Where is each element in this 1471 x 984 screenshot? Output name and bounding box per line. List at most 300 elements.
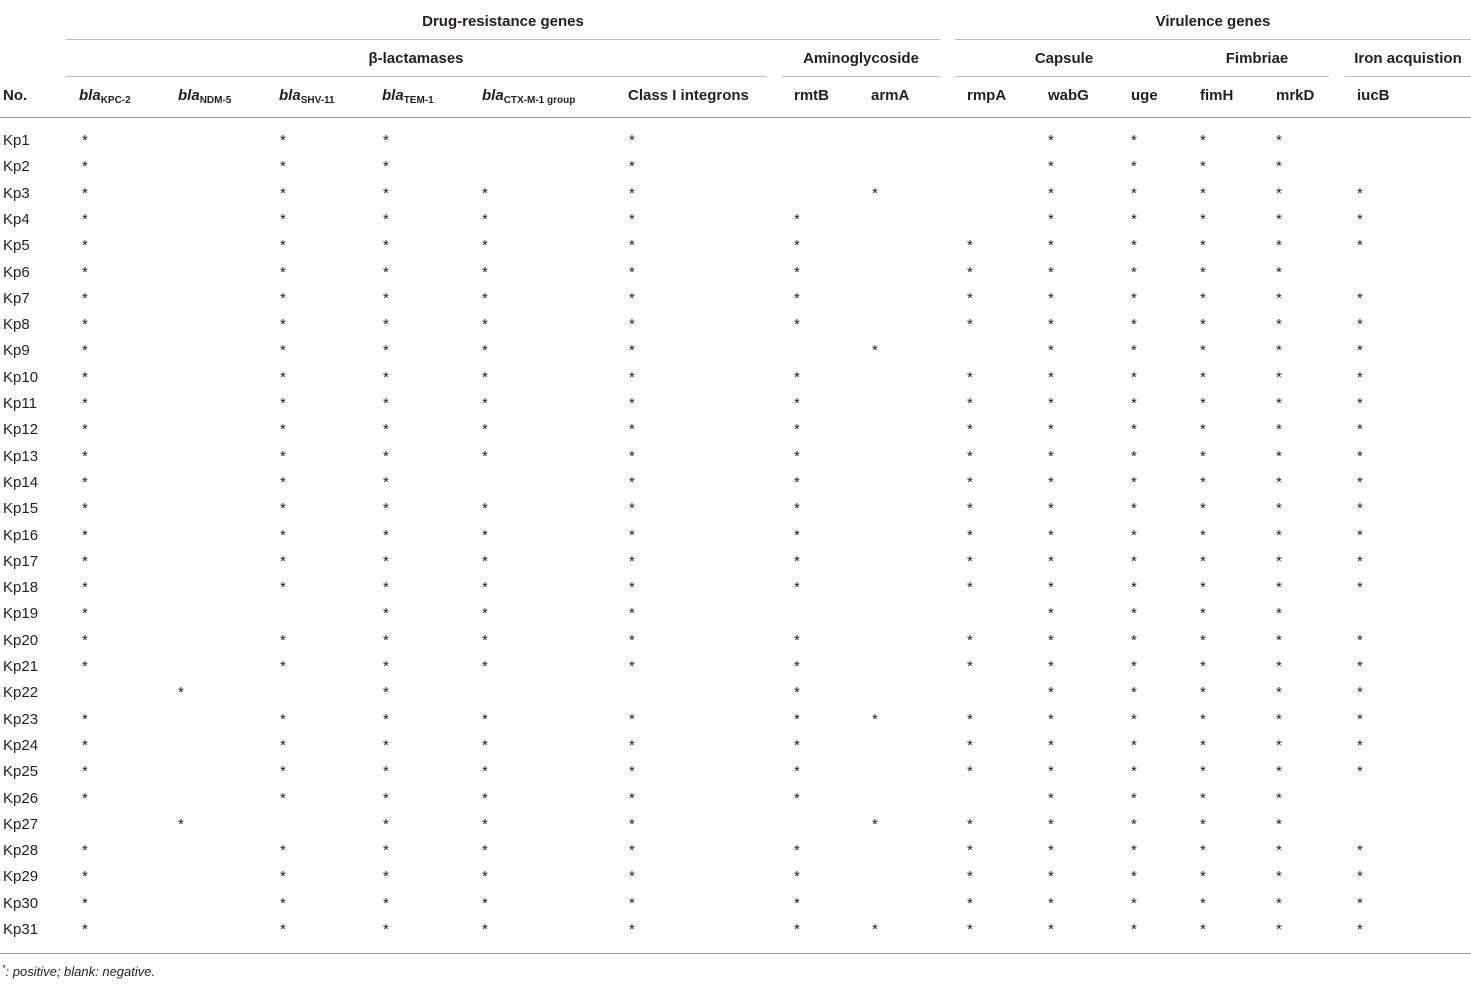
positive-mark: * [1131, 921, 1137, 938]
positive-mark: * [383, 210, 389, 228]
positive-mark: * [1200, 158, 1206, 176]
table-row [0, 391, 1471, 417]
positive-mark: * [967, 447, 973, 465]
positive-mark: * [794, 631, 800, 649]
positive-mark: * [1200, 605, 1206, 623]
positive-mark: * [967, 763, 973, 781]
positive-mark: * [1131, 736, 1137, 754]
positive-mark: * [482, 368, 488, 386]
table-row [0, 759, 1471, 785]
positive-mark: * [794, 579, 800, 597]
positive-mark: * [82, 631, 88, 649]
positive-mark: * [383, 132, 389, 149]
row-id: Kp6 [3, 263, 30, 281]
positive-mark: * [383, 368, 389, 386]
positive-mark: * [82, 316, 88, 334]
positive-mark: * [794, 447, 800, 465]
positive-mark: * [629, 368, 635, 386]
table-row [0, 154, 1471, 180]
positive-mark: * [794, 500, 800, 518]
positive-mark: * [1276, 658, 1282, 675]
positive-mark: * [482, 710, 488, 728]
column-header-class1-integrons: Class I integrons [628, 87, 749, 104]
table-row [0, 733, 1471, 759]
positive-mark: * [1131, 132, 1137, 149]
table-row [0, 628, 1471, 654]
positive-mark: * [280, 395, 286, 412]
column-header-rmpa: rmpA [967, 87, 1007, 104]
positive-mark: * [1357, 631, 1363, 649]
table-row [0, 470, 1471, 496]
positive-mark: * [629, 894, 635, 912]
positive-mark: * [383, 316, 389, 334]
column-header-fimh: fimH [1200, 87, 1234, 104]
positive-mark: * [1048, 526, 1054, 544]
row-id: Kp1 [3, 132, 30, 149]
positive-mark: * [794, 316, 800, 334]
row-id: Kp30 [3, 894, 39, 912]
row-id: Kp11 [3, 395, 37, 412]
positive-mark: * [82, 342, 88, 360]
positive-mark: * [1131, 210, 1137, 228]
table-row [0, 575, 1471, 601]
positive-mark: * [1048, 447, 1054, 465]
positive-mark: * [280, 921, 286, 938]
positive-mark: * [82, 184, 88, 202]
positive-mark: * [1200, 237, 1206, 255]
positive-mark: * [629, 526, 635, 544]
group-header-beta-lactamases: β-lactamases [368, 50, 464, 67]
positive-mark: * [482, 921, 488, 938]
table-row [0, 338, 1471, 364]
positive-mark: * [482, 736, 488, 754]
positive-mark: * [1357, 447, 1363, 465]
positive-mark: * [280, 526, 286, 544]
positive-mark: * [1048, 894, 1054, 912]
positive-mark: * [280, 631, 286, 649]
positive-mark: * [794, 842, 800, 860]
row-id: Kp14 [3, 473, 39, 491]
positive-mark: * [280, 473, 286, 491]
positive-mark: * [280, 447, 286, 465]
positive-mark: * [1276, 237, 1282, 255]
positive-mark: * [967, 368, 973, 386]
positive-mark: * [1200, 815, 1206, 833]
positive-mark: * [82, 763, 88, 781]
positive-mark: * [383, 921, 389, 938]
positive-mark: * [1048, 368, 1054, 386]
positive-mark: * [794, 710, 800, 728]
positive-mark: * [967, 500, 973, 518]
positive-mark: * [1357, 395, 1363, 412]
positive-mark: * [482, 421, 488, 439]
positive-mark: * [1131, 473, 1137, 491]
row-id: Kp3 [3, 184, 30, 202]
positive-mark: * [967, 579, 973, 597]
table-row [0, 444, 1471, 470]
table-row [0, 260, 1471, 286]
positive-mark: * [1131, 237, 1137, 255]
positive-mark: * [967, 289, 973, 307]
positive-mark: * [482, 552, 488, 570]
positive-mark: * [280, 710, 286, 728]
positive-mark: * [1048, 789, 1054, 807]
positive-mark: * [1200, 210, 1206, 228]
positive-mark: * [967, 868, 973, 886]
positive-mark: * [1200, 789, 1206, 807]
positive-mark: * [1357, 210, 1363, 228]
positive-mark: * [1276, 579, 1282, 597]
positive-mark: * [1131, 815, 1137, 833]
positive-mark: * [1276, 263, 1282, 281]
positive-mark: * [1357, 368, 1363, 386]
column-header-bla-kpc2: bla$_{KPC-2}$ [79, 87, 131, 106]
positive-mark: * [794, 395, 800, 412]
positive-mark: * [383, 526, 389, 544]
positive-mark: * [1200, 500, 1206, 518]
group-header-capsule: Capsule [1034, 50, 1094, 67]
positive-mark: * [1131, 868, 1137, 886]
group-rule-iron-acquisition [1345, 76, 1471, 77]
row-id: Kp29 [3, 868, 39, 886]
positive-mark: * [1131, 447, 1137, 465]
positive-mark: * [82, 710, 88, 728]
positive-mark: * [967, 658, 973, 675]
row-id: Kp2 [3, 158, 30, 176]
positive-mark: * [967, 842, 973, 860]
column-header-wabg: wabG [1048, 87, 1089, 104]
positive-mark: * [82, 263, 88, 281]
positive-mark: * [482, 868, 488, 886]
positive-mark: * [280, 894, 286, 912]
positive-mark: * [82, 210, 88, 228]
positive-mark: * [872, 710, 878, 728]
positive-mark: * [82, 552, 88, 570]
table-row [0, 601, 1471, 627]
positive-mark: * [1276, 421, 1282, 439]
positive-mark: * [1276, 868, 1282, 886]
group-rule-aminoglycoside [782, 76, 940, 77]
positive-mark: * [1048, 289, 1054, 307]
positive-mark: * [1276, 132, 1282, 149]
positive-mark: * [1276, 184, 1282, 202]
positive-mark: * [1131, 605, 1137, 623]
positive-mark: * [967, 921, 973, 938]
positive-mark: * [1276, 684, 1282, 702]
positive-mark: * [629, 815, 635, 833]
positive-mark: * [1200, 132, 1206, 149]
positive-mark: * [1200, 184, 1206, 202]
positive-mark: * [1276, 316, 1282, 334]
positive-mark: * [280, 421, 286, 439]
positive-mark: * [280, 658, 286, 675]
positive-mark: * [383, 631, 389, 649]
positive-mark: * [482, 526, 488, 544]
positive-mark: * [383, 789, 389, 807]
positive-mark: * [1276, 552, 1282, 570]
positive-mark: * [1048, 842, 1054, 860]
positive-mark: * [629, 842, 635, 860]
positive-mark: * [383, 658, 389, 675]
positive-mark: * [1276, 447, 1282, 465]
positive-mark: * [82, 658, 88, 675]
positive-mark: * [482, 842, 488, 860]
positive-mark: * [629, 605, 635, 623]
positive-mark: * [967, 894, 973, 912]
positive-mark: * [629, 421, 635, 439]
positive-mark: * [1200, 447, 1206, 465]
positive-mark: * [794, 921, 800, 938]
positive-mark: * [1200, 763, 1206, 781]
positive-mark: * [629, 921, 635, 938]
positive-mark: * [383, 815, 389, 833]
positive-mark: * [629, 316, 635, 334]
positive-mark: * [629, 395, 635, 412]
positive-mark: * [1276, 631, 1282, 649]
positive-mark: * [1048, 763, 1054, 781]
positive-mark: * [482, 289, 488, 307]
positive-mark: * [1357, 342, 1363, 360]
column-header-arma: armA [871, 87, 910, 104]
group-header-iron-acquisition: Iron acquistion [1354, 50, 1462, 67]
positive-mark: * [280, 342, 286, 360]
positive-mark: * [794, 736, 800, 754]
positive-mark: * [967, 736, 973, 754]
positive-mark: * [794, 552, 800, 570]
table-row [0, 654, 1471, 680]
positive-mark: * [1357, 710, 1363, 728]
positive-mark: * [1357, 526, 1363, 544]
positive-mark: * [482, 342, 488, 360]
positive-mark: * [1357, 736, 1363, 754]
positive-mark: * [1048, 684, 1054, 702]
positive-mark: * [383, 552, 389, 570]
positive-mark: * [1131, 316, 1137, 334]
positive-mark: * [1276, 815, 1282, 833]
positive-mark: * [1048, 158, 1054, 176]
positive-mark: * [967, 421, 973, 439]
positive-mark: * [629, 263, 635, 281]
positive-mark: * [1276, 789, 1282, 807]
positive-mark: * [482, 263, 488, 281]
positive-mark: * [82, 421, 88, 439]
positive-mark: * [1200, 552, 1206, 570]
positive-mark: * [1276, 605, 1282, 623]
positive-mark: * [1131, 526, 1137, 544]
positive-mark: * [794, 473, 800, 491]
positive-mark: * [1276, 210, 1282, 228]
positive-mark: * [794, 894, 800, 912]
table-row [0, 707, 1471, 733]
positive-mark: * [1276, 368, 1282, 386]
group-rule-virulence-sub [955, 76, 1329, 77]
positive-mark: * [1276, 500, 1282, 518]
positive-mark: * [1357, 579, 1363, 597]
positive-mark: * [1048, 658, 1054, 675]
row-id: Kp23 [3, 710, 39, 728]
positive-mark: * [82, 921, 88, 938]
positive-mark: * [1357, 184, 1363, 202]
positive-mark: * [1276, 710, 1282, 728]
positive-mark: * [1200, 868, 1206, 886]
positive-mark: * [482, 500, 488, 518]
positive-mark: * [280, 263, 286, 281]
positive-mark: * [794, 289, 800, 307]
positive-mark: * [1131, 158, 1137, 176]
positive-mark: * [629, 132, 635, 149]
row-id: Kp9 [3, 342, 30, 360]
table-row [0, 365, 1471, 391]
table-row [0, 838, 1471, 864]
positive-mark: * [1048, 815, 1054, 833]
positive-mark: * [629, 500, 635, 518]
positive-mark: * [1048, 395, 1054, 412]
positive-mark: * [1357, 421, 1363, 439]
positive-mark: * [967, 631, 973, 649]
positive-mark: * [482, 237, 488, 255]
positive-mark: * [1131, 789, 1137, 807]
positive-mark: * [1200, 289, 1206, 307]
row-id: Kp21 [3, 658, 39, 675]
positive-mark: * [82, 289, 88, 307]
positive-mark: * [383, 684, 389, 702]
positive-mark: * [1048, 473, 1054, 491]
group-rule-beta-lactamases [66, 76, 766, 77]
table-row [0, 786, 1471, 812]
positive-mark: * [872, 815, 878, 833]
table-row [0, 680, 1471, 706]
positive-mark: * [1048, 342, 1054, 360]
positive-mark: * [82, 395, 88, 412]
positive-mark: * [967, 263, 973, 281]
positive-mark: * [629, 210, 635, 228]
group-header-aminoglycoside: Aminoglycoside [803, 50, 919, 67]
positive-mark: * [383, 736, 389, 754]
positive-mark: * [629, 342, 635, 360]
group-header-drug-resistance: Drug-resistance genes [422, 13, 584, 30]
positive-mark: * [82, 473, 88, 491]
table-row [0, 286, 1471, 312]
positive-mark: * [482, 605, 488, 623]
positive-mark: * [1357, 868, 1363, 886]
positive-mark: * [1357, 921, 1363, 938]
positive-mark: * [178, 684, 184, 702]
positive-mark: * [1357, 500, 1363, 518]
positive-mark: * [794, 368, 800, 386]
positive-mark: * [82, 447, 88, 465]
positive-mark: * [1276, 921, 1282, 938]
positive-mark: * [82, 368, 88, 386]
row-id: Kp4 [3, 210, 30, 228]
positive-mark: * [1131, 710, 1137, 728]
positive-mark: * [629, 868, 635, 886]
positive-mark: * [383, 237, 389, 255]
table-footnote: *: positive; blank: negative. [2, 963, 156, 979]
positive-mark: * [280, 368, 286, 386]
positive-mark: * [1048, 710, 1054, 728]
positive-mark: * [482, 763, 488, 781]
positive-mark: * [1276, 289, 1282, 307]
positive-mark: * [1048, 631, 1054, 649]
positive-mark: * [1131, 263, 1137, 281]
positive-mark: * [482, 316, 488, 334]
positive-mark: * [629, 289, 635, 307]
positive-mark: * [1200, 894, 1206, 912]
row-id: Kp13 [3, 447, 39, 465]
positive-mark: * [1131, 763, 1137, 781]
column-header-uge: uge [1131, 87, 1158, 104]
positive-mark: * [1131, 842, 1137, 860]
positive-mark: * [967, 526, 973, 544]
positive-mark: * [1131, 184, 1137, 202]
positive-mark: * [82, 132, 88, 149]
positive-mark: * [1200, 395, 1206, 412]
positive-mark: * [794, 421, 800, 439]
positive-mark: * [794, 684, 800, 702]
table-row [0, 312, 1471, 338]
table-row [0, 496, 1471, 522]
group-header-virulence: Virulence genes [1155, 13, 1271, 30]
positive-mark: * [178, 815, 184, 833]
positive-mark: * [280, 736, 286, 754]
positive-mark: * [1131, 894, 1137, 912]
positive-mark: * [280, 552, 286, 570]
positive-mark: * [280, 184, 286, 202]
positive-mark: * [1048, 184, 1054, 202]
table-row [0, 891, 1471, 917]
positive-mark: * [383, 158, 389, 176]
positive-mark: * [1048, 316, 1054, 334]
positive-mark: * [82, 842, 88, 860]
positive-mark: * [280, 237, 286, 255]
positive-mark: * [1200, 579, 1206, 597]
row-id: Kp5 [3, 237, 30, 255]
positive-mark: * [1357, 894, 1363, 912]
positive-mark: * [383, 395, 389, 412]
row-id: Kp19 [3, 605, 39, 623]
column-header-bla-tem1: bla$_{TEM-1}$ [382, 87, 434, 106]
positive-mark: * [1131, 421, 1137, 439]
positive-mark: * [1276, 894, 1282, 912]
positive-mark: * [1276, 526, 1282, 544]
positive-mark: * [82, 526, 88, 544]
positive-mark: * [1131, 684, 1137, 702]
positive-mark: * [82, 736, 88, 754]
positive-mark: * [1276, 473, 1282, 491]
table-row [0, 917, 1471, 943]
positive-mark: * [482, 631, 488, 649]
positive-mark: * [1357, 842, 1363, 860]
positive-mark: * [1131, 289, 1137, 307]
row-id: Kp10 [3, 368, 39, 386]
header-bottom-rule [0, 117, 1471, 118]
positive-mark: * [872, 342, 878, 360]
positive-mark: * [967, 473, 973, 491]
row-id: Kp12 [3, 421, 39, 439]
positive-mark: * [629, 658, 635, 675]
positive-mark: * [1357, 316, 1363, 334]
table-row [0, 549, 1471, 575]
positive-mark: * [82, 605, 88, 623]
row-id: Kp17 [3, 552, 39, 570]
positive-mark: * [1357, 289, 1363, 307]
positive-mark: * [1357, 763, 1363, 781]
positive-mark: * [280, 789, 286, 807]
positive-mark: * [82, 789, 88, 807]
positive-mark: * [383, 289, 389, 307]
row-id: Kp22 [3, 684, 39, 702]
column-header-iucb: iucB [1357, 87, 1390, 104]
